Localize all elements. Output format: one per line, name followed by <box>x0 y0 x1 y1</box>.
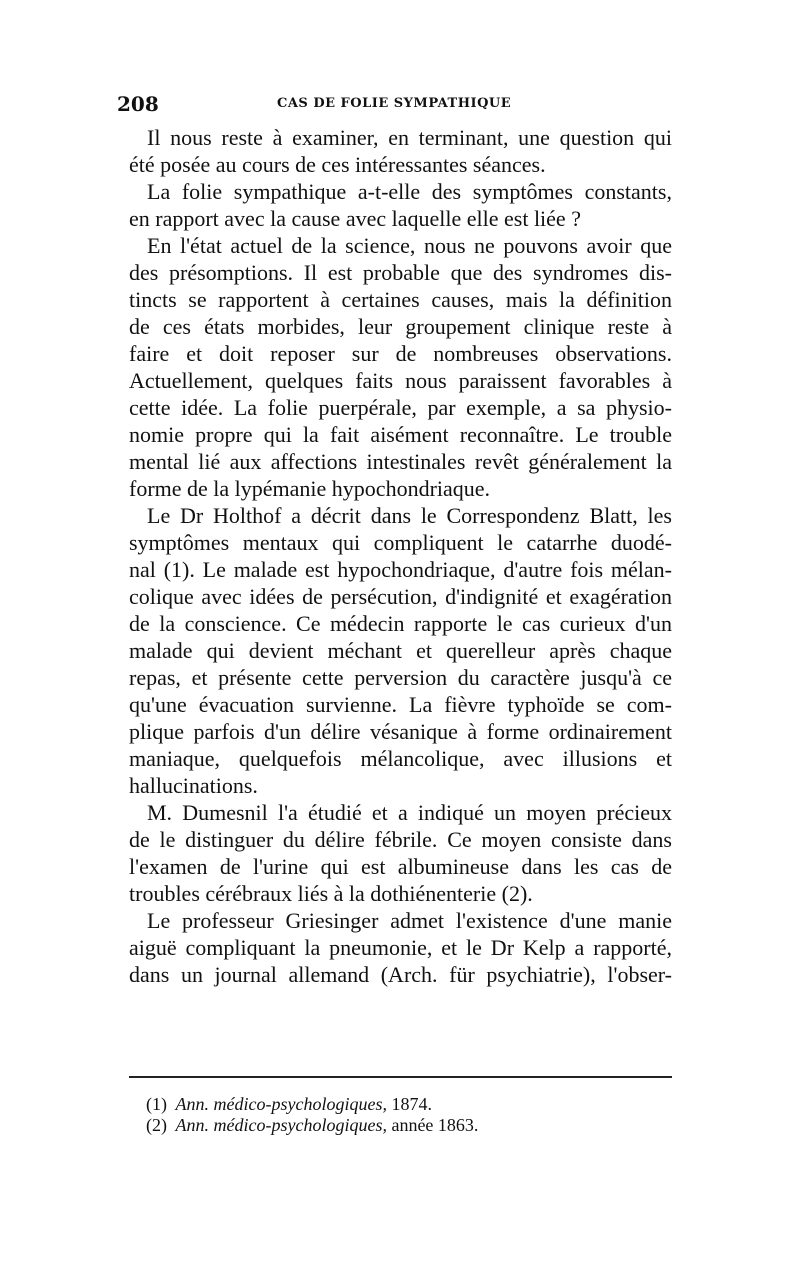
text-line: repas, et présente cette perversion du caractère jusqu'à ce <box>129 665 672 690</box>
text-line: forme de la lypémanie hypochondriaque. <box>129 476 491 501</box>
body-text <box>129 124 672 988</box>
text-line: aiguë compliquant la pneumonie, et le Dr Kelp a rapporté, <box>129 935 672 960</box>
footnote-marker: (1) <box>146 1094 167 1114</box>
footnotes <box>146 1094 666 1136</box>
text-line: de la conscience. Ce médecin rapporte le cas curieux d'un <box>129 611 672 636</box>
footnote-year: 1874. <box>391 1094 432 1114</box>
page-number: 208 <box>117 92 159 116</box>
text-line: symptômes mentaux qui compliquent le catarrhe duodé- <box>129 530 672 555</box>
text-line: hallucinations. <box>129 773 258 798</box>
text-line: plique parfois d'un délire vésanique à forme ordinairement <box>129 719 672 744</box>
text-line: malade qui devient méchant et querelleur après chaque <box>129 638 672 663</box>
text-line: été posée au cours de ces intéressantes séances. <box>129 152 546 177</box>
footnote-source: Ann. médico-psychologiques, <box>175 1094 387 1114</box>
text-line: mental lié aux affections intestinales revêt généralement la <box>129 449 672 474</box>
footnote-year: année 1863. <box>391 1115 479 1135</box>
text-line: des présomptions. Il est probable que des syndromes dis- <box>129 260 672 285</box>
text-line: de ces états morbides, leur groupement clinique reste à <box>129 314 672 339</box>
text-line: tincts se rapportent à certaines causes, mais la définition <box>129 287 672 312</box>
running-title: CAS DE FOLIE SYMPATHIQUE <box>277 96 512 111</box>
text-line: La folie sympathique a-t-elle des symptômes constants, <box>147 179 672 204</box>
text-line: Le professeur Griesinger admet l'existence d'une manie <box>147 908 672 933</box>
text-line: de le distinguer du délire fébrile. Ce moyen consiste dans <box>129 827 672 852</box>
footnote-source: Ann. médico-psychologiques, <box>175 1115 387 1135</box>
text-line: troubles cérébraux liés à la dothiénenterie (2). <box>129 881 533 906</box>
text-line: en rapport avec la cause avec laquelle elle est liée ? <box>129 206 581 231</box>
text-line: Actuellement, quelques faits nous paraissent favorables à <box>129 368 672 393</box>
text-line: cette idée. La folie puerpérale, par exemple, a sa physio- <box>129 395 672 420</box>
text-line: dans un journal allemand (Arch. für psychiatrie), l'obser- <box>129 962 672 987</box>
text-line: colique avec idées de persécution, d'indignité et exagération <box>129 584 672 609</box>
text-line: En l'état actuel de la science, nous ne pouvons avoir que <box>147 233 672 258</box>
footnote-1 <box>146 1094 666 1115</box>
text-line: qu'une évacuation survienne. La fièvre typhoïde se com- <box>129 692 672 717</box>
text-line: nomie propre qui la fait aisément reconnaître. Le trouble <box>129 422 672 447</box>
page-header <box>117 92 672 120</box>
footnote-marker: (2) <box>146 1115 167 1135</box>
text-line: nal (1). Le malade est hypochondriaque, d'autre fois mélan- <box>129 557 672 582</box>
text-line: Il nous reste à examiner, en terminant, une question qui <box>147 125 672 150</box>
footnote-divider <box>129 1076 672 1078</box>
text-line: faire et doit reposer sur de nombreuses observations. <box>129 341 672 366</box>
text-line: M. Dumesnil l'a étudié et a indiqué un moyen précieux <box>147 800 672 825</box>
text-line: Le Dr Holthof a décrit dans le Correspondenz Blatt, les <box>147 503 672 528</box>
text-line: l'examen de l'urine qui est albumineuse dans les cas de <box>129 854 672 879</box>
text-line: maniaque, quelquefois mélancolique, avec illusions et <box>129 746 672 771</box>
footnote-2 <box>146 1115 666 1136</box>
